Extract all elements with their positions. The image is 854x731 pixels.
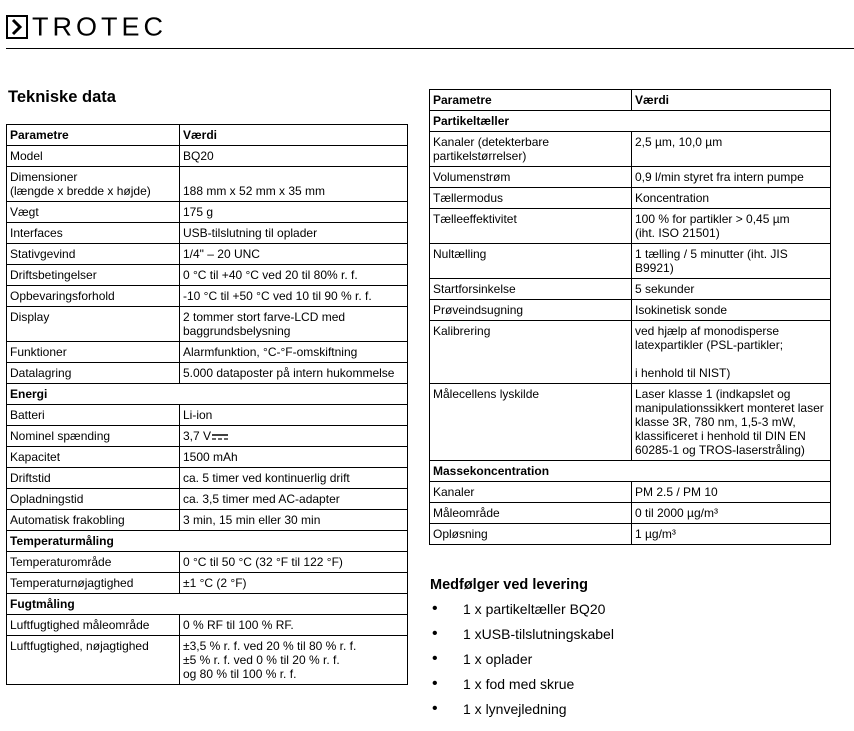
param-cell: Tælleeffektivitet [430, 209, 632, 244]
delivery-title: Medfølger ved levering [430, 577, 588, 593]
right-spec-table [429, 89, 831, 545]
header-rule [6, 48, 854, 49]
dc-symbol-icon [212, 433, 228, 441]
delivery-item-label: 1 x fod med skrue [463, 676, 575, 692]
delivery-item [432, 699, 614, 724]
table-row [430, 244, 831, 279]
section-row [7, 384, 408, 405]
value-cell: 3 min, 15 min eller 30 min [180, 510, 408, 531]
value-cell: Laser klasse 1 (indkapslet og manipulationssikkert monteret laser klasse 3R, 780 nm, 1,5-3 mW, klassificeret i henhold til DIN EN 60285-1 og TROS-laserstråling) [632, 384, 831, 461]
param-cell: Opløsning [430, 524, 632, 545]
param-cell: Opladningstid [7, 489, 180, 510]
section-label: Partikeltæller [430, 111, 831, 132]
value-cell: ca. 5 timer ved kontinuerlig drift [180, 468, 408, 489]
table-row [7, 167, 408, 202]
table-row [7, 552, 408, 573]
param-cell: Funktioner [7, 342, 180, 363]
param-cell: Kanaler (detekterbare partikelstørrelser) [430, 132, 632, 167]
value-cell: ca. 3,5 timer med AC-adapter [180, 489, 408, 510]
value-cell: ±1 °C (2 °F) [180, 573, 408, 594]
table-row [7, 426, 408, 447]
table-row [430, 209, 831, 244]
param-cell: Nultælling [430, 244, 632, 279]
param-cell: Opbevaringsforhold [7, 286, 180, 307]
bullet-icon: • [432, 650, 438, 667]
param-cell: Kapacitet [7, 447, 180, 468]
value-cell: ±3,5 % r. f. ved 20 % til 80 % r. f. ±5 % r. f. ved 0 % til 20 % r. f. og 80 % til 100 % r. f. [180, 636, 408, 685]
table-row [430, 321, 831, 384]
value-cell: 1/4" – 20 UNC [180, 244, 408, 265]
param-cell: Driftsbetingelser [7, 265, 180, 286]
delivery-item-label: 1 x lynvejledning [463, 701, 567, 717]
table-row [7, 265, 408, 286]
param-cell: Model [7, 146, 180, 167]
param-cell: Prøveindsugning [430, 300, 632, 321]
table-row [430, 279, 831, 300]
section-label: Temperaturmåling [7, 531, 408, 552]
value-cell: 0 °C til +40 °C ved 20 til 80% r. f. [180, 265, 408, 286]
param-cell: Vægt [7, 202, 180, 223]
param-cell: Temperaturområde [7, 552, 180, 573]
table-row [7, 489, 408, 510]
table-row [7, 146, 408, 167]
table-row [7, 244, 408, 265]
table-row [7, 307, 408, 342]
table-row [7, 202, 408, 223]
param-cell: Luftfugtighed måleområde [7, 615, 180, 636]
value-cell: 0 til 2000 µg/m³ [632, 503, 831, 524]
delivery-item [432, 624, 614, 649]
value-cell: 2 tommer stort farve-LCD med baggrundsbelysning [180, 307, 408, 342]
delivery-list [432, 599, 614, 724]
column-header: Værdi [632, 90, 831, 111]
value-cell: 0 % RF til 100 % RF. [180, 615, 408, 636]
table-row [7, 510, 408, 531]
bullet-icon: • [432, 675, 438, 692]
value-cell: 5.000 dataposter på intern hukommelse [180, 363, 408, 384]
section-label: Massekoncentration [430, 461, 831, 482]
table-row [7, 223, 408, 244]
table-row [7, 468, 408, 489]
param-cell: Temperaturnøjagtighed [7, 573, 180, 594]
value-cell: Li-ion [180, 405, 408, 426]
param-cell: Volumenstrøm [430, 167, 632, 188]
value-cell: -10 °C til +50 °C ved 10 til 90 % r. f. [180, 286, 408, 307]
section-row [430, 461, 831, 482]
brand-name: TROTEC [32, 12, 167, 41]
table-header-row [430, 90, 831, 111]
param-cell: Stativgevind [7, 244, 180, 265]
section-label: Fugtmåling [7, 594, 408, 615]
value-cell: ved hjælp af monodisperse latexpartikler (PSL-partikler; i henhold til NIST) [632, 321, 831, 384]
param-cell: Interfaces [7, 223, 180, 244]
param-cell: Kanaler [430, 482, 632, 503]
brand-logo [6, 10, 167, 44]
value-cell: Koncentration [632, 188, 831, 209]
column-header: Værdi [180, 125, 408, 146]
param-cell: Kalibrering [430, 321, 632, 384]
value-cell: PM 2.5 / PM 10 [632, 482, 831, 503]
value-cell: Alarmfunktion, °C-°F-omskiftning [180, 342, 408, 363]
param-cell: Tællermodus [430, 188, 632, 209]
value-cell: 0,9 l/min styret fra intern pumpe [632, 167, 831, 188]
value-cell: BQ20 [180, 146, 408, 167]
param-cell: Startforsinkelse [430, 279, 632, 300]
delivery-item [432, 599, 614, 624]
table-row [430, 188, 831, 209]
param-cell: Batteri [7, 405, 180, 426]
param-cell: Dimensioner (længde x bredde x højde) [7, 167, 180, 202]
delivery-item-label: 1 xUSB-tilslutningskabel [463, 626, 614, 642]
section-label: Energi [7, 384, 408, 405]
param-cell: Automatisk frakobling [7, 510, 180, 531]
param-cell: Nominel spænding [7, 426, 180, 447]
table-row [7, 636, 408, 685]
value-cell: 188 mm x 52 mm x 35 mm [180, 167, 408, 202]
table-row [7, 615, 408, 636]
value-cell: 0 °C til 50 °C (32 °F til 122 °F) [180, 552, 408, 573]
table-row [430, 384, 831, 461]
table-row [430, 300, 831, 321]
table-row [7, 405, 408, 426]
value-cell: 175 g [180, 202, 408, 223]
table-row [430, 132, 831, 167]
delivery-item-label: 1 x partikeltæller BQ20 [463, 601, 606, 617]
table-header-row [7, 125, 408, 146]
table-row [430, 482, 831, 503]
trotec-chevron-icon [6, 15, 28, 39]
column-header: Parametre [430, 90, 632, 111]
bullet-icon: • [432, 700, 438, 717]
bullet-icon: • [432, 600, 438, 617]
table-row [7, 342, 408, 363]
param-cell: Datalagring [7, 363, 180, 384]
value-cell: 1500 mAh [180, 447, 408, 468]
delivery-item [432, 674, 614, 699]
param-cell: Målecellens lyskilde [430, 384, 632, 461]
value-cell: Isokinetisk sonde [632, 300, 831, 321]
section-row [7, 594, 408, 615]
value-cell: 1 tælling / 5 minutter (iht. JIS B9921) [632, 244, 831, 279]
table-row [430, 503, 831, 524]
table-row [7, 363, 408, 384]
param-cell: Driftstid [7, 468, 180, 489]
table-row [430, 167, 831, 188]
table-row [7, 447, 408, 468]
value-cell: 1 µg/m³ [632, 524, 831, 545]
param-cell: Luftfugtighed, nøjagtighed [7, 636, 180, 685]
delivery-item-label: 1 x oplader [463, 651, 533, 667]
section-row [7, 531, 408, 552]
table-row [430, 524, 831, 545]
table-row [7, 286, 408, 307]
bullet-icon: • [432, 625, 438, 642]
param-cell: Måleområde [430, 503, 632, 524]
value-cell: 5 sekunder [632, 279, 831, 300]
table-row [7, 573, 408, 594]
value-cell: 100 % for partikler > 0,45 µm (iht. ISO 21501) [632, 209, 831, 244]
value-cell: 2,5 µm, 10,0 µm [632, 132, 831, 167]
value-cell: 3,7 V [180, 426, 408, 447]
param-cell: Display [7, 307, 180, 342]
column-header: Parametre [7, 125, 180, 146]
value-cell: USB-tilslutning til oplader [180, 223, 408, 244]
delivery-item [432, 649, 614, 674]
section-title: Tekniske data [8, 88, 116, 106]
section-row [430, 111, 831, 132]
left-spec-table [6, 124, 408, 685]
